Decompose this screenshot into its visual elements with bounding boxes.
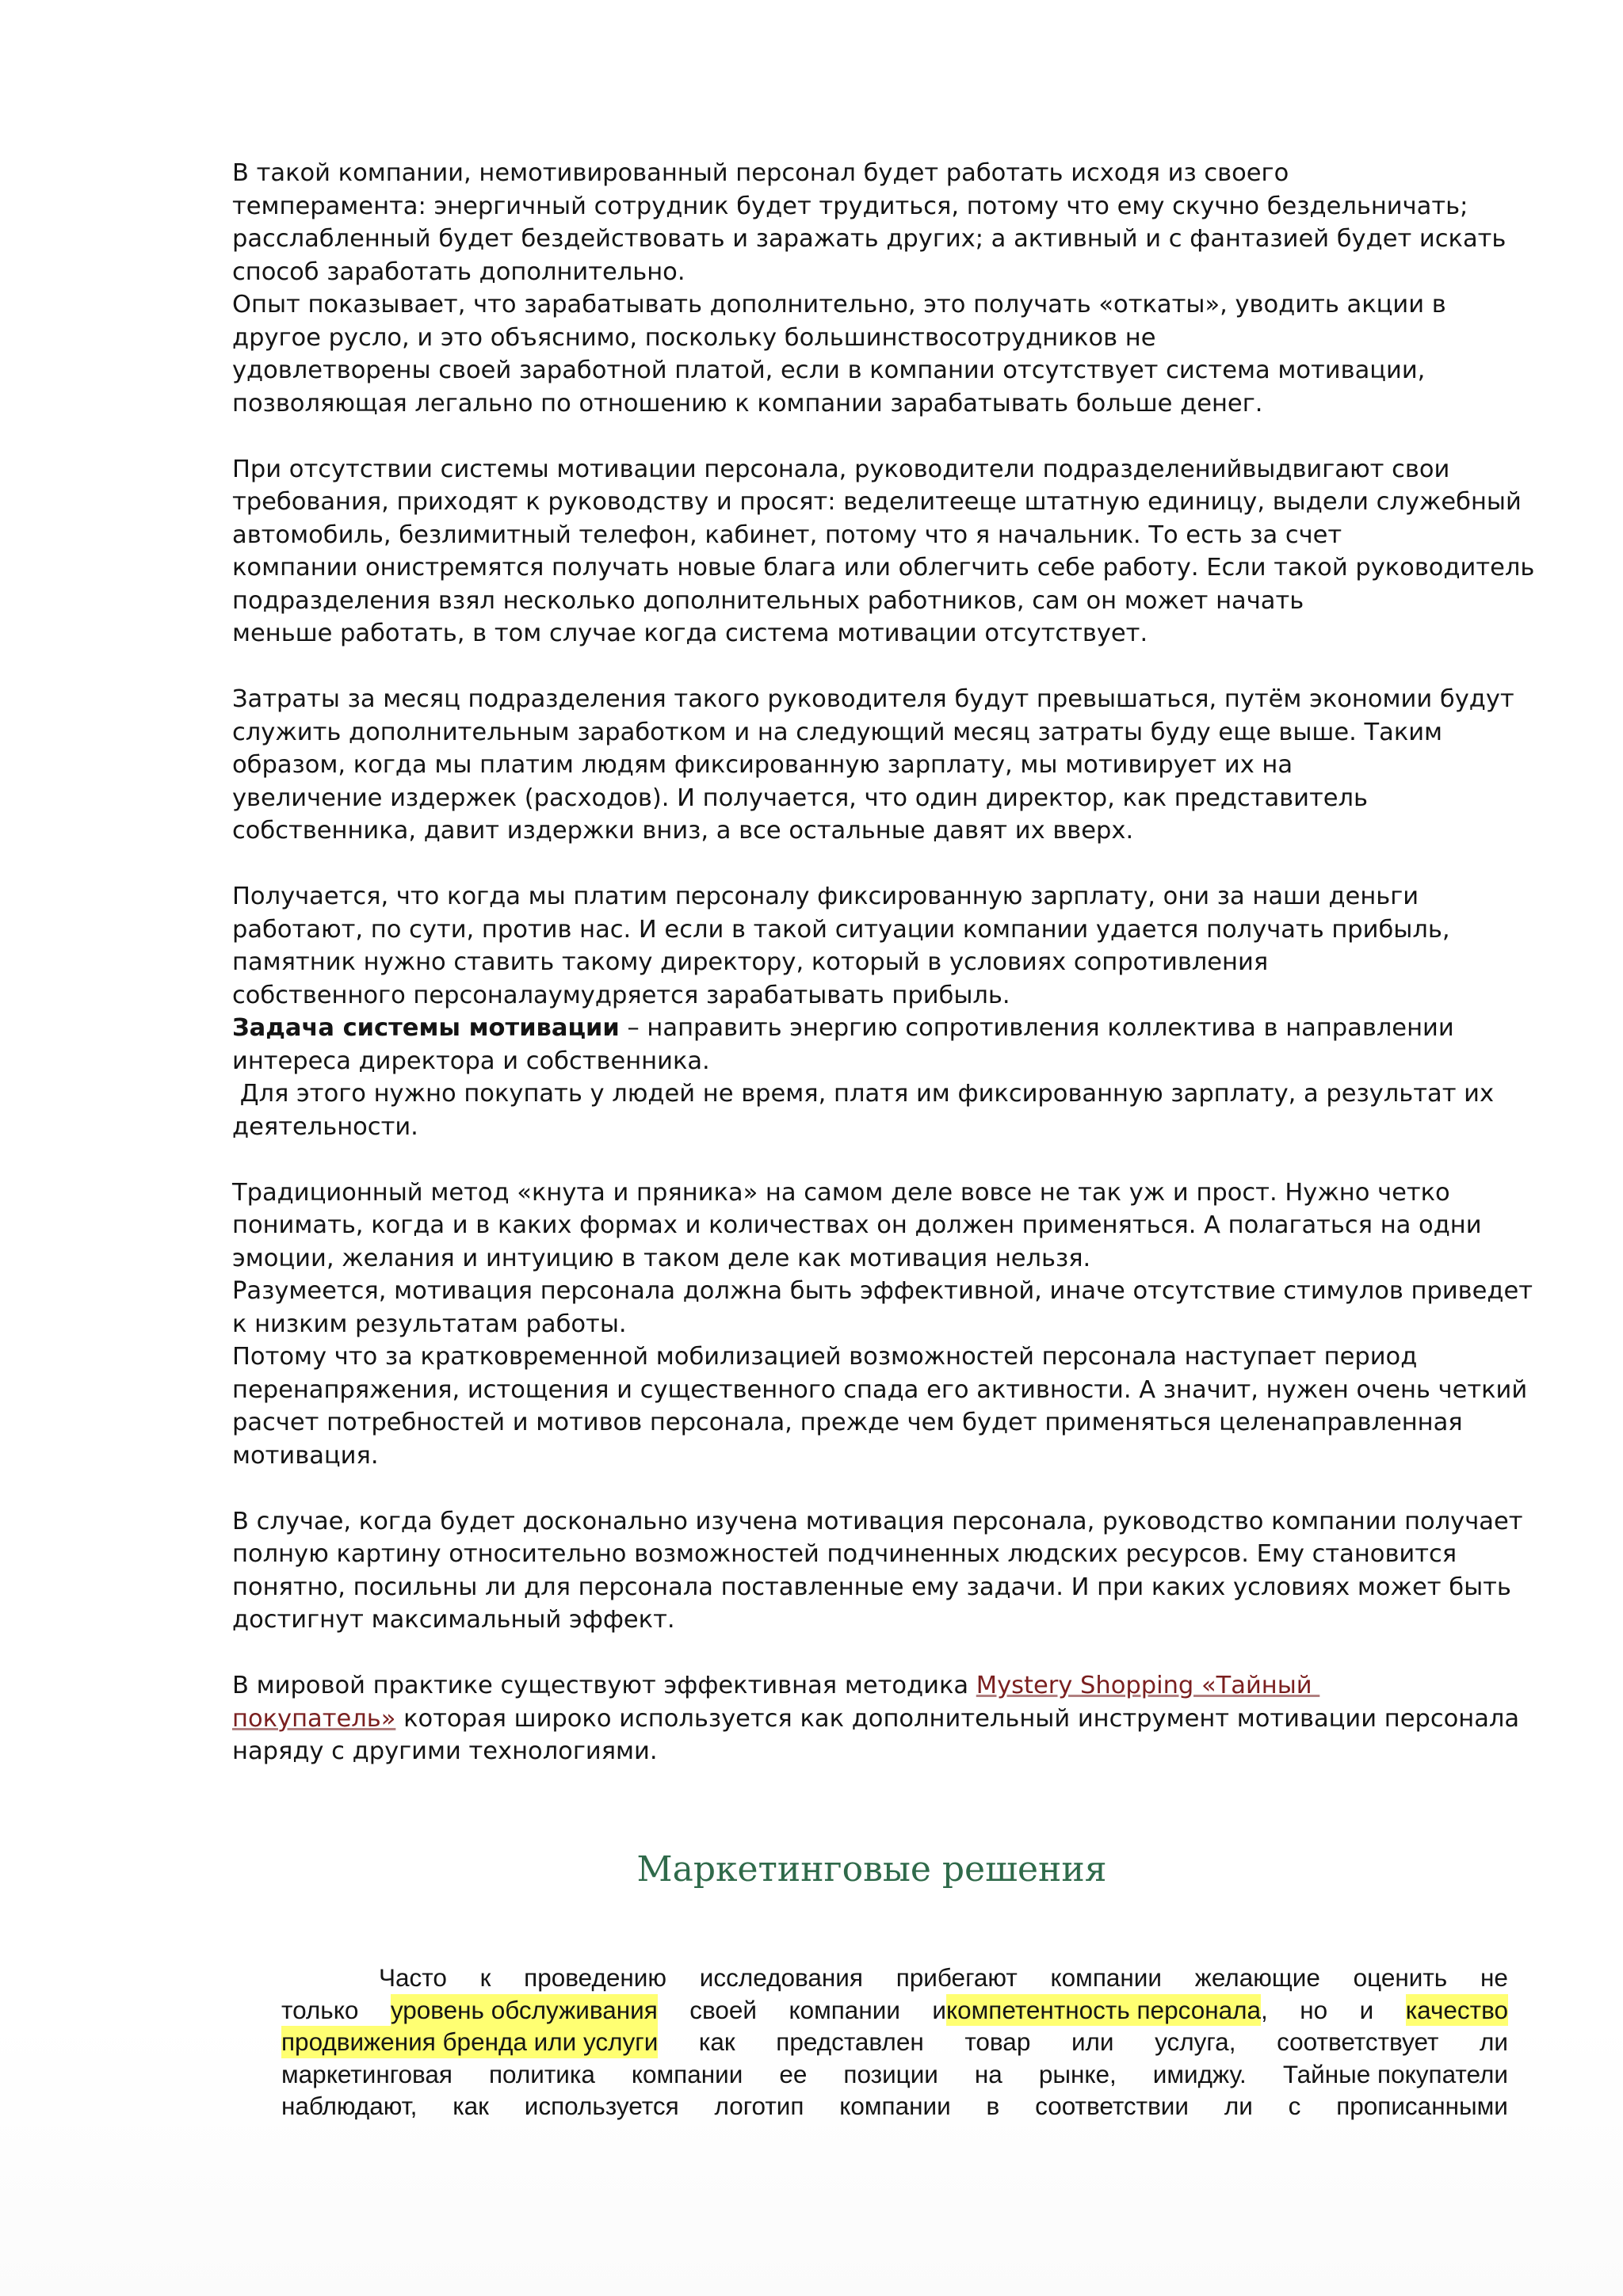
text-line: способ заработать дополнительно. [232,257,685,286]
word: своей [689,1995,757,2024]
word: соответствует [1277,2027,1439,2056]
text-line: подразделения взял несколько дополнительных работников, сам он может начать [232,586,1304,615]
word: прописанными [1336,2092,1508,2120]
text-line: мотивация. [232,1441,379,1470]
highlight-quality: качество [1406,1994,1508,2027]
highlight-service-level: уровень обслуживания [391,1994,658,2027]
word: и [1359,1995,1374,2024]
text-line: требования, приходят к руководству и просят: веделитееще штатную единицу, выдели служебный [232,488,1522,516]
text-line: к низким результатам работы. [232,1310,627,1338]
text-line: автомобиль, безлимитный телефон, кабинет, потому что я начальник. То есть за счет [232,521,1342,549]
text-line: памятник нужно ставить такому директору, который в условиях сопротивления [232,948,1269,976]
motivation-task-heading: Задача системы мотивации [232,1014,620,1042]
text-line: расчет потребностей и мотивов персонала, прежде чем будет применяться целенаправленная [232,1409,1463,1436]
text-line [232,1669,1516,1703]
text-line: Затраты за месяц подразделения такого руководителя будут превышаться, путём экономии будут [232,685,1514,713]
text-line: Традиционный метод «кнута и пряника» на самом деле вовсе не так уж и прост. Нужно четко [232,1178,1450,1207]
text-line: темперамента: энергичный сотрудник будет трудиться, потому что ему скучно бездельничать; [232,192,1468,220]
text-line: понимать, когда и в каких формах и количествах он должен применяться. А полагаться на одни [232,1211,1482,1239]
section-title: Маркетинговые решения [636,1849,1107,1890]
paragraph-gap [232,1637,1516,1670]
text-line: эмоции, желания и интуицию в таком деле как мотивация нельзя. [232,1244,1091,1272]
word: компании [839,2092,951,2120]
text-line: Потому что за кратковременной мобилизацией возможностей персонала наступает период [232,1343,1418,1371]
justified-line [281,1994,1508,2027]
text-line: В такой компании, немотивированный персонал будет работать исходя из своего [232,159,1289,187]
text-line: другое русло, и это объяснимо, поскольку большинствосотрудников не [232,323,1156,352]
text-line: Для этого нужно покупать у людей не время, платя им фиксированную зарплату, а результат их [232,1080,1495,1108]
text-line: позволяющая легально по отношению к компании зарабатывать больше денег. [232,389,1263,418]
text-line: увеличение издержек (расходов). И получается, что один директор, как представитель [232,784,1368,812]
comma: , [1261,1995,1268,2024]
mystery-shopping-link-cont[interactable]: покупатель» [232,1704,396,1733]
word: соответствии [1035,2092,1190,2120]
word-and: и [932,1995,946,2024]
word: ли [1224,2092,1253,2120]
text-line: собственника, давит издержки вниз, а все остальные давят их вверх. [232,817,1134,845]
word: исследования [699,1963,863,1992]
text-line: Опыт показывает, что зарабатывать дополнительно, это получать «откаты», уводить акции в [232,291,1446,318]
motivation-task-line [232,1012,1516,1045]
word: ее [779,2059,808,2088]
text-line: работают, по сути, против нас. И если в такой ситуации компании удается получать прибыль, [232,915,1450,944]
text-line: расслабленный будет бездействовать и заражать других; а активный и с фантазией будет искать [232,225,1507,253]
word: не [1480,1963,1508,1992]
text-line: Разумеется, мотивация персонала должна быть эффективной, иначе отсутствие стимулов приведет [232,1277,1533,1305]
word: на [974,2059,1002,2088]
highlight-brand-promotion: продвижения бренда или услуги [281,2026,658,2058]
justified-line [281,2058,1508,2091]
word: представлен [776,2027,924,2056]
word: логотип [714,2092,804,2120]
word: ли [1479,2027,1508,2056]
text-line: В случае, когда будет досконально изучена мотивация персонала, руководство компании получает [232,1507,1523,1535]
word: имиджу. [1152,2059,1247,2088]
motivation-task-text: – направить энергию сопротивления коллектива в направлении [619,1014,1454,1042]
paragraph-gap [232,848,1516,881]
word: к [479,1963,491,1992]
word: компании [631,2059,743,2088]
word: проведению [524,1963,666,1992]
word: как [453,2092,489,2120]
text-line: удовлетворены своей заработной платой, если в компании отсутствует система мотивации, [232,357,1426,384]
text-line: понятно, посильны ли для персонала поставленные ему задачи. И при каких условиях может быть [232,1573,1511,1601]
text-line: образом, когда мы платим людям фиксированную зарплату, мы мотивирует их на [232,751,1293,779]
word: компании [1050,1963,1162,1992]
paragraph-gap [232,1472,1516,1505]
justified-line [281,2090,1508,2122]
marketing-paragraph [281,1962,1508,2122]
paragraph-gap [232,650,1516,684]
text-line: наряду с другими технологиями. [232,1737,658,1765]
text-line: Получается, что когда мы платим персоналу фиксированную зарплату, они за наши деньги [232,883,1419,910]
body-text [232,157,1535,1768]
paragraph-gap [232,420,1516,453]
word: маркетинговая [281,2059,453,2088]
word: компании [789,1995,900,2024]
word: или [1071,2027,1114,2056]
text-line: меньше работать, в том случае когда система мотивации отсутствует. [232,620,1148,647]
word: товар [964,2027,1031,2056]
highlight-staff-competence: компетентность персонала [946,1994,1261,2027]
word: но [1300,1995,1328,2024]
text-before-link: В мировой практике существуют эффективная методика [232,1672,976,1699]
word: как [698,2027,735,2056]
word [932,1994,1267,2027]
word: в [986,2092,1000,2120]
word: Часто [379,1963,447,1992]
text-line: деятельности. [232,1112,418,1141]
text-line: собственного персоналаумудряется зарабатывать прибыль. [232,981,1010,1009]
word: политика [489,2059,595,2088]
word: прибегают [896,1963,1018,1992]
word: желающие [1194,1963,1320,1992]
text-line: компании онистремятся получать новые блага или облегчить себе работу. Если такой руководитель [232,554,1535,582]
word: только [281,1995,359,2024]
word: с [1288,2092,1301,2120]
text-line: интереса директора и собственника. [232,1047,710,1075]
word: рынке, [1038,2059,1117,2088]
justified-line [281,1962,1508,1994]
text-line: перенапряжения, истощения и существенного спада его активности. А значит, нужен очень четкий [232,1375,1528,1404]
text-line: служить дополнительным заработком и на следующий месяц затраты буду еще выше. Таким [232,718,1443,746]
text-line: При отсутствии системы мотивации персонала, руководители подразделенийвыдвигают свои [232,455,1450,483]
text-after-link: которая широко используется как дополнительный инструмент мотивации персонала [395,1704,1520,1733]
text-line [232,1703,1520,1736]
text-line: полную картину относительно возможностей подчиненных людских ресурсов. Ему становится [232,1540,1457,1568]
word: используется [524,2092,679,2120]
word: Тайные покупатели [1282,2059,1508,2088]
paragraph-gap [232,1143,1516,1177]
text-line: достигнут максимальный эффект. [232,1606,675,1634]
word: услуга, [1155,2027,1236,2056]
word: оценить [1353,1963,1448,1992]
word: наблюдают, [281,2092,418,2120]
word: позиции [843,2059,938,2088]
justified-line [281,2026,1508,2058]
mystery-shopping-link[interactable]: Mystery Shopping «Тайный [976,1672,1320,1699]
